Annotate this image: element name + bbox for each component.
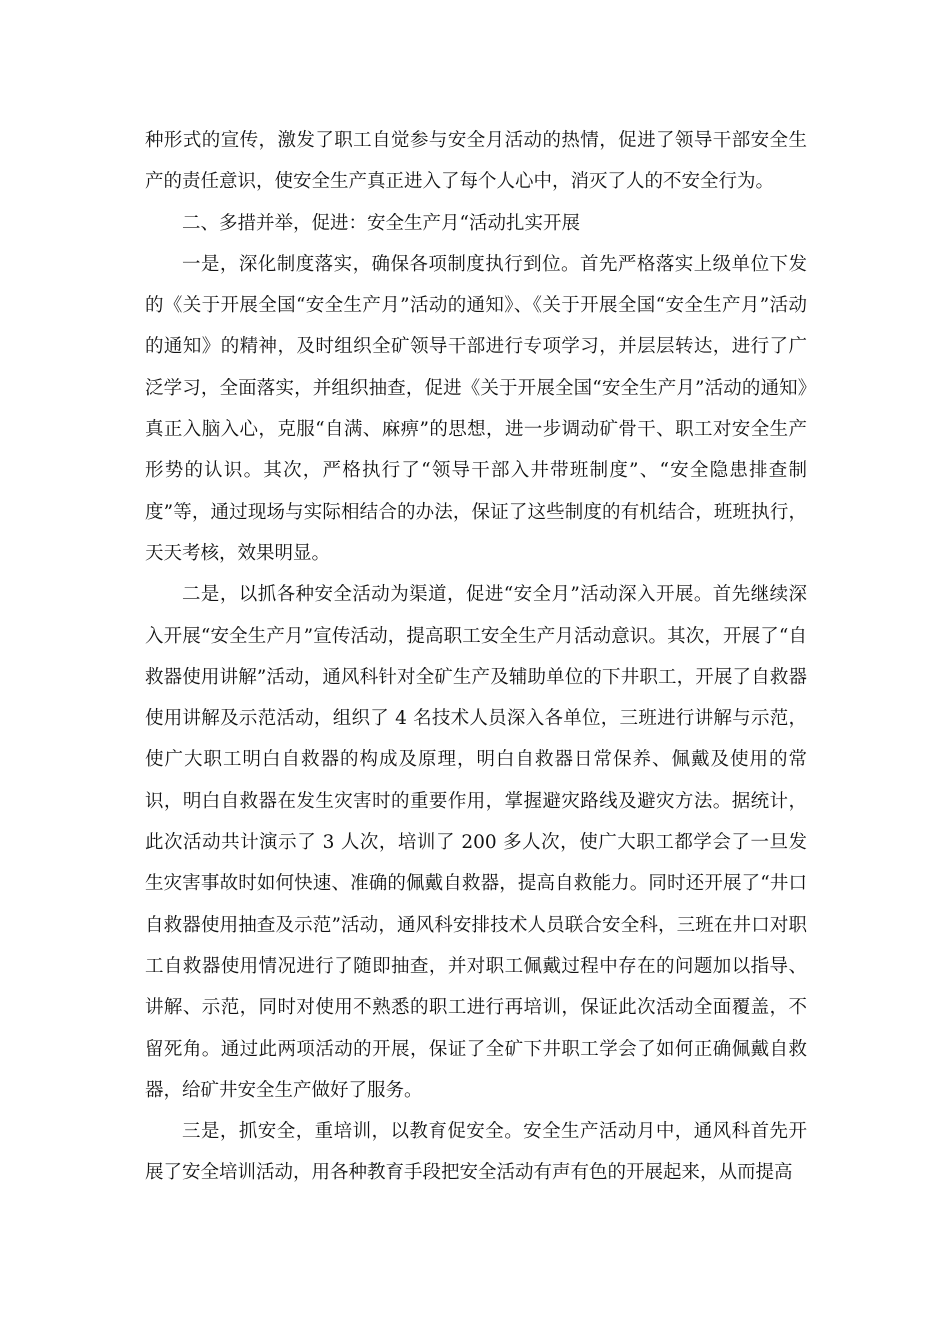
- document-body: [145, 120, 807, 1194]
- paragraph-4: 三是，抓安全，重培训，以教育促安全。安全生产活动月中，通风科首先开展了安全培训活动，用各种教育手段把安全活动有声有色的开展起来，从而提高: [145, 1121, 807, 1184]
- paragraph-3: 二是，以抓各种安全活动为渠道，促进“安全月”活动深入开展。首先继续深入开展“安全生产月”宣传活动，提高职工安全生产月活动意识。其次，开展了“自救器使用讲解”活动，通风科针对全矿生产及辅助单位的下井职工，开展了自救器使用讲解及示范活动，组织了 4 名技术人员深入各单位，三班进行讲解与示范，使广大职工明白自救器的构成及原理，明白自救器日常保养、佩戴及使用的常识，明白自救器在发生灾害时的重要作用，掌握避灾路线及避灾方法。据统计，此次活动共计演示了 3 人次，培训了 200 多人次，使广大职工都学会了一旦发生灾害事故时如何快速、准确的佩戴自救器，提高自救能力。同时还开展了“井口自救器使用抽查及示范”活动，通风科安排技术人员联合安全科，三班在井口对职工自救器使用情况进行了随即抽查，并对职工佩戴过程中存在的问题加以指导、讲解、示范，同时对使用不熟悉的职工进行再培训，保证此次活动全面覆盖，不留死角。通过此两项活动的开展，保证了全矿下井职工学会了如何正确佩戴自救器，给矿井安全生产做好了服务。: [145, 584, 807, 1101]
- section-heading: 二、多措并举，促进：安全生产月“活动扎实开展: [182, 212, 580, 234]
- paragraph-1: 种形式的宣传，激发了职工自觉参与安全月活动的热情，促进了领导干部安全生产的责任意识，使安全生产真正进入了每个人心中，消灭了人的不安全行为。: [145, 130, 807, 193]
- paragraph-2: 一是，深化制度落实，确保各项制度执行到位。首先严格落实上级单位下发的《关于开展全国“安全生产月”活动的通知》、《关于开展全国“安全生产月”活动的通知》的精神，及时组织全矿领导干部进行专项学习，并层层转达，进行了广泛学习，全面落实，并组织抽查，促进《关于开展全国“安全生产月”活动的通知》真正入脑入心，克服“自满、麻痹”的思想，进一步调动矿骨干、职工对安全生产形势的认识。其次，严格执行了“领导干部入井带班制度”、“安全隐患排查制度”等，通过现场与实际相结合的办法，保证了这些制度的有机结合，班班执行，天天考核，效果明显。: [145, 253, 807, 564]
